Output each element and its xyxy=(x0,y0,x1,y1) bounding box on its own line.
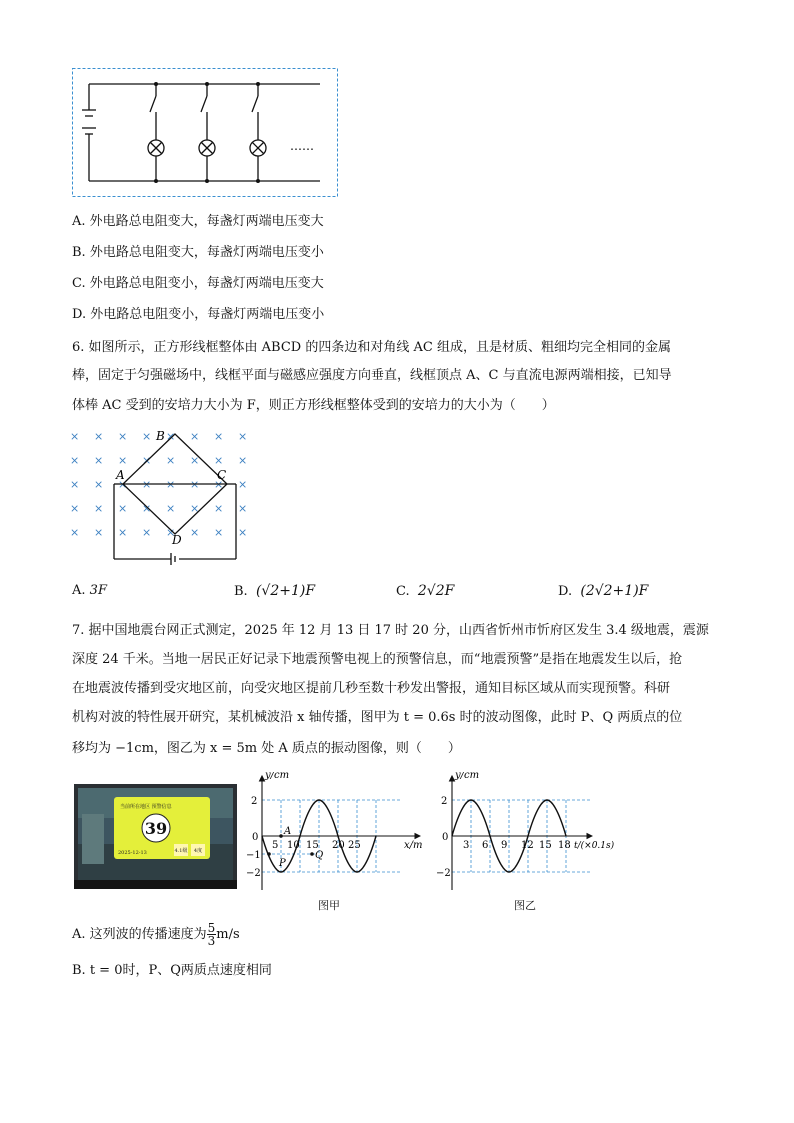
q5-option-d: D. 外电路总电阻变小，每盏灯两端电压变小 xyxy=(72,307,325,322)
graph-jia-point-q: Q xyxy=(315,850,324,861)
vertex-c-label: C xyxy=(217,468,227,482)
q6-stem-line-2: 棒，固定于匀强磁场中，线框平面与磁感应强度方向垂直，线框顶点 A、C 与直流电源两端相接，已知导 xyxy=(72,368,672,383)
circuit-figure xyxy=(72,68,338,197)
q6-stem-line-3: 体棒 AC 受到的安培力大小为 F，则正方形线框整体受到的安培力的大小为（ ） xyxy=(72,398,555,413)
field-cross-3-5: × xyxy=(190,502,200,515)
field-cross-3-0: × xyxy=(70,502,80,515)
field-cross-4-6: × xyxy=(214,526,224,539)
graph-yi-xtick-3: 3 xyxy=(463,840,470,851)
q7-stem-line-5: 移均为 −1cm，图乙为 x = 5m 处 A 质点的振动图像，则（ ） xyxy=(72,741,461,756)
field-cross-1-6: × xyxy=(214,454,224,467)
field-cross-0-3: × xyxy=(142,430,152,443)
field-cross-4-2: × xyxy=(118,526,128,539)
vertex-b-label: B xyxy=(156,429,165,443)
graph-jia-ylabel: y/cm xyxy=(265,772,290,781)
field-cross-4-5: × xyxy=(190,526,200,539)
q7-stem-line-2: 深度 24 千米。当地一居民正好记录下地震预警电视上的预警信息，而“地震预警”是指在地震发生以后，抢 xyxy=(72,652,683,667)
field-cross-0-4: × xyxy=(166,430,176,443)
tv-intensity: 4度 xyxy=(193,848,203,854)
q7-stem-line-3: 在地震波传播到受灾地区前，向受灾地区提前几秒至数十秒发出警报，通知目标区域从而实现预警。科研 xyxy=(72,681,671,696)
field-cross-3-2: × xyxy=(118,502,128,515)
graph-yi-ylabel: y/cm xyxy=(455,772,480,781)
circuit-ellipsis: …… xyxy=(290,139,314,153)
graph-jia-ytick-minus2: −2 xyxy=(246,868,261,879)
vibration-graph-yi xyxy=(436,772,624,904)
graph-jia-caption: 图甲 xyxy=(318,899,340,912)
graph-jia-xtick-15: 15 xyxy=(306,840,319,851)
graph-jia-point-a: A xyxy=(284,826,292,837)
graph-jia-xtick-20: 20 xyxy=(332,840,345,851)
q5-option-c: C. 外电路总电阻变小，每盏灯两端电压变大 xyxy=(72,276,324,291)
q5-option-b: B. 外电路总电阻变大，每盏灯两端电压变小 xyxy=(72,245,324,260)
field-cross-4-1: × xyxy=(94,526,104,539)
field-cross-3-6: × xyxy=(214,502,224,515)
magnetic-frame-figure xyxy=(66,426,266,566)
field-cross-4-0: × xyxy=(70,526,80,539)
q7-option-a: A. 这列波的传播速度为 $\frac{5}{3}$ m/s xyxy=(72,921,240,948)
q7-option-b: B. t = 0时，P、Q两质点速度相同 xyxy=(72,963,272,978)
q6-stem-line-1: 6. 如图所示，正方形线框整体由 ABCD 的四条边和对角线 AC 组成，且是材质、粗细均完全相同的金属 xyxy=(72,340,671,355)
field-cross-0-7: × xyxy=(238,430,248,443)
graph-yi-xtick-18: 18 xyxy=(558,840,571,851)
graph-yi-ytick-minus2: −2 xyxy=(436,868,451,879)
field-cross-2-2: × xyxy=(118,478,128,491)
field-cross-0-1: × xyxy=(94,430,104,443)
wave-graph-jia xyxy=(244,772,430,904)
graph-yi-caption: 图乙 xyxy=(514,899,536,912)
q7-stem-line-1: 7. 据中国地震台网正式测定，2025 年 12 月 13 日 17 时 20 分，山西省忻州市忻府区发生 3.4 级地震，震源 xyxy=(72,623,709,638)
field-cross-1-3: × xyxy=(142,454,152,467)
field-cross-1-4: × xyxy=(166,454,176,467)
field-cross-2-0: × xyxy=(70,478,80,491)
earthquake-warning-tv-photo xyxy=(74,784,237,889)
field-cross-4-3: × xyxy=(142,526,152,539)
tv-magnitude: 4.1级 xyxy=(174,848,188,854)
graph-yi-xtick-9: 9 xyxy=(501,840,508,851)
graph-jia-ytick-minus1: −1 xyxy=(246,850,261,861)
field-cross-0-2: × xyxy=(118,430,128,443)
field-cross-1-2: × xyxy=(118,454,128,467)
q7-option-a-fraction: $\frac{5}{3}$ xyxy=(207,921,216,948)
field-cross-1-7: × xyxy=(238,454,248,467)
q7-stem-line-4: 机构对波的特性展开研究，某机械波沿 x 轴传播，图甲为 t = 0.6s 时的波动图像，此时 P、Q 两质点的位 xyxy=(72,710,683,725)
q6-option-a: A. 3F xyxy=(72,583,107,598)
graph-jia-ytick-2: 2 xyxy=(251,796,258,807)
field-cross-2-3: × xyxy=(142,478,152,491)
graph-jia-xlabel: x/m xyxy=(404,840,423,851)
q6-option-d: D. (2√2+1)F xyxy=(558,583,649,599)
vertex-d-label: D xyxy=(172,533,182,547)
field-cross-2-1: × xyxy=(94,478,104,491)
q5-option-a: A. 外电路总电阻变大，每盏灯两端电压变大 xyxy=(72,214,324,229)
field-cross-0-0: × xyxy=(70,430,80,443)
graph-yi-xtick-6: 6 xyxy=(482,840,489,851)
field-cross-0-6: × xyxy=(214,430,224,443)
field-cross-3-7: × xyxy=(238,502,248,515)
tv-countdown-number: 39 xyxy=(144,819,168,838)
graph-jia-ytick-0: 0 xyxy=(252,832,259,843)
field-cross-2-5: × xyxy=(190,478,200,491)
field-cross-4-7: × xyxy=(238,526,248,539)
graph-yi-ytick-0: 0 xyxy=(442,832,449,843)
graph-yi-xtick-15: 15 xyxy=(539,840,552,851)
graph-jia-xtick-25: 25 xyxy=(348,840,361,851)
field-cross-3-4: × xyxy=(166,502,176,515)
field-cross-0-5: × xyxy=(190,430,200,443)
field-cross-2-4: × xyxy=(166,478,176,491)
field-cross-2-6: × xyxy=(214,478,224,491)
tv-date: 2025-12-13 xyxy=(118,850,147,856)
vertex-a-label: A xyxy=(116,468,125,482)
field-cross-1-5: × xyxy=(190,454,200,467)
field-cross-2-7: × xyxy=(238,478,248,491)
field-cross-3-3: × xyxy=(142,502,152,515)
graph-jia-point-p: P xyxy=(279,858,286,869)
field-cross-1-1: × xyxy=(94,454,104,467)
graph-yi-xtick-12: 12 xyxy=(521,840,534,851)
tv-warning-title: 当前所在地区 预警信息 xyxy=(120,804,172,810)
q6-option-b: B. (√2+1)F xyxy=(234,583,316,599)
q6-option-c: C. 2√2F xyxy=(396,583,455,599)
graph-jia-xtick-5: 5 xyxy=(272,840,279,851)
graph-yi-ytick-2: 2 xyxy=(441,796,448,807)
graph-yi-xlabel: t/(×0.1s) xyxy=(574,841,615,851)
field-cross-3-1: × xyxy=(94,502,104,515)
field-cross-1-0: × xyxy=(70,454,80,467)
graph-jia-xtick-10: 10 xyxy=(287,840,300,851)
field-cross-4-4: × xyxy=(166,526,176,539)
